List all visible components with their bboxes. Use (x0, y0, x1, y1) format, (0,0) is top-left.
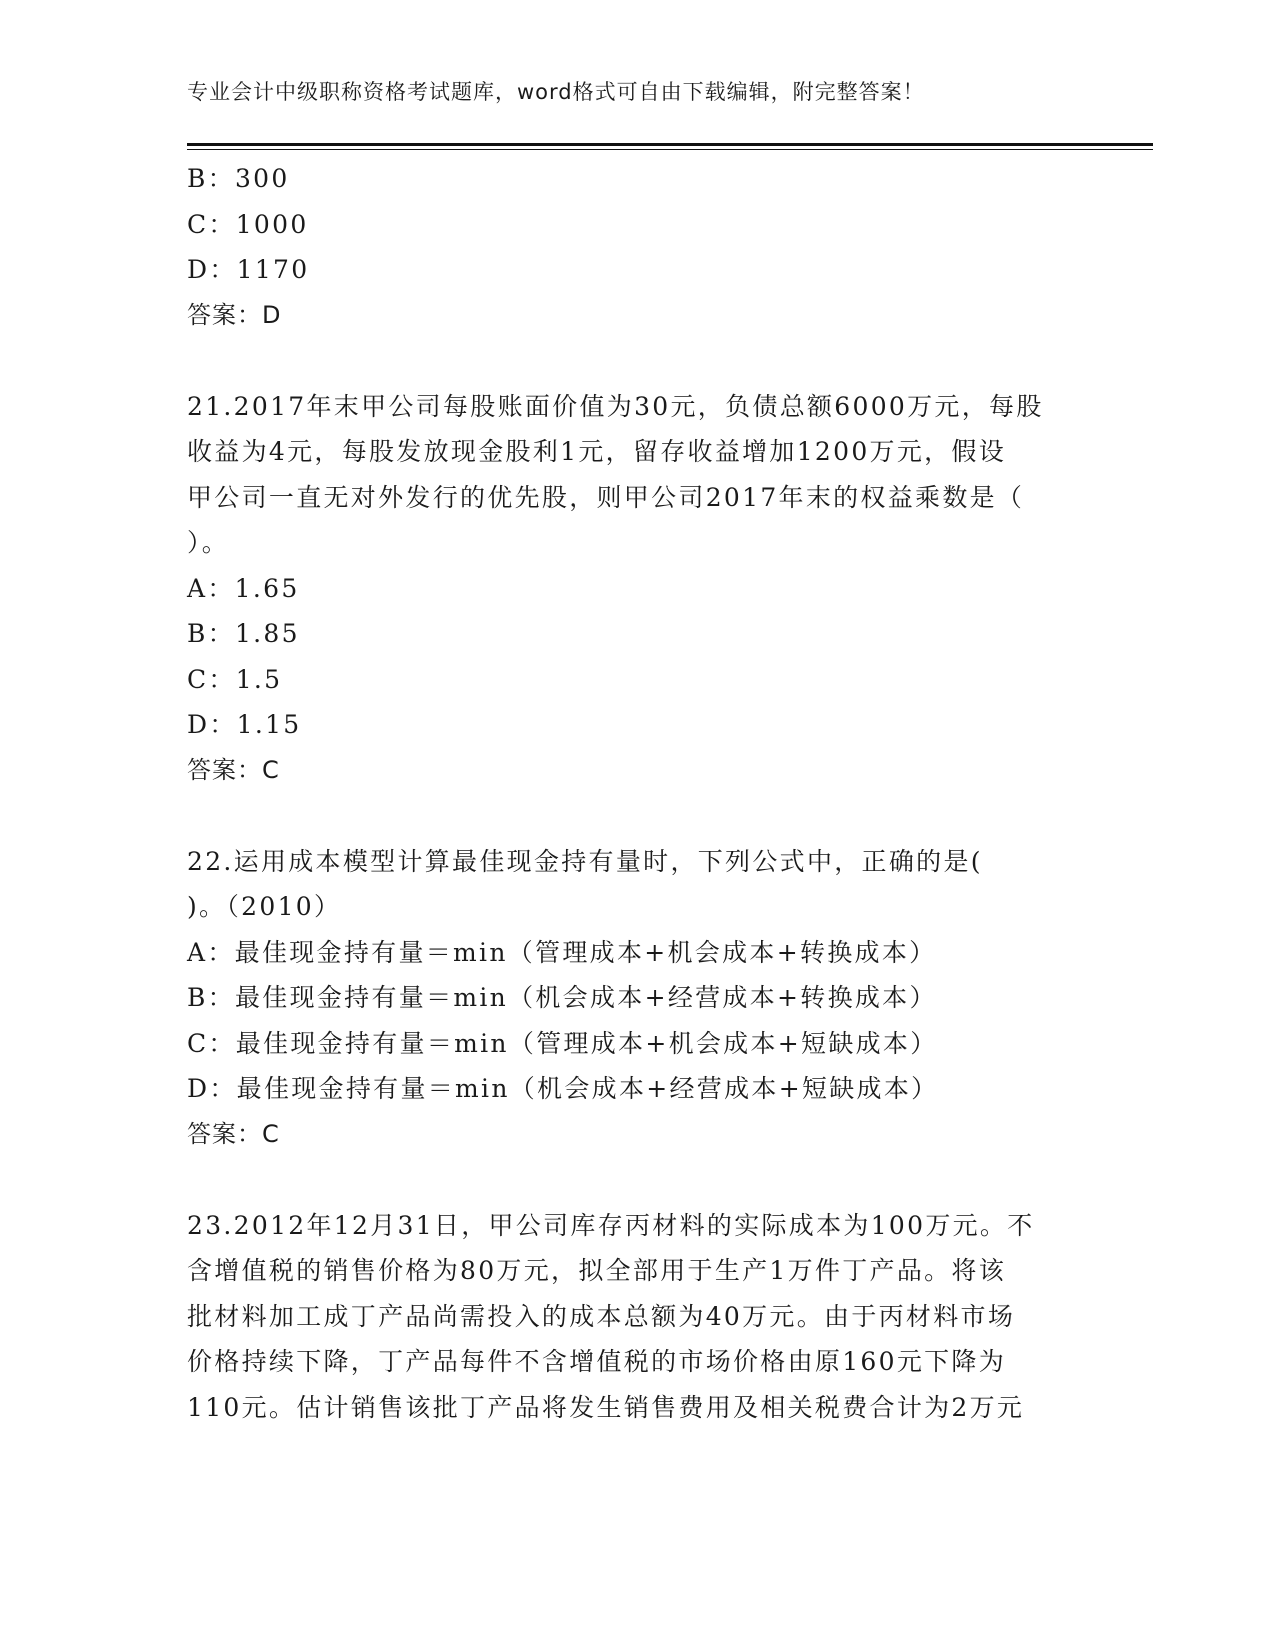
option-b: B：最佳现金持有量＝min（机会成本+经营成本+转换成本） (187, 983, 937, 1012)
question-stem-line: 含增值税的销售价格为80万元，拟全部用于生产1万件丁产品。将该 (187, 1256, 1007, 1285)
option-b: B：1.85 (187, 619, 300, 648)
page-header: 专业会计中级职称资格考试题库，word格式可自由下载编辑，附完整答案！ (187, 80, 925, 104)
question-stem-line: 价格持续下降，丁产品每件不含增值税的市场价格由原160元下降为 (187, 1347, 1007, 1376)
spacer (187, 338, 1087, 384)
option-b: B：300 (187, 164, 290, 193)
answer: 答案：C (187, 1119, 280, 1148)
answer: 答案：C (187, 755, 280, 784)
question-stem-line: 甲公司一直无对外发行的优先股，则甲公司2017年末的权益乘数是（ (187, 482, 1025, 512)
question-23 (187, 1203, 1087, 1431)
answer: 答案：D (187, 300, 282, 329)
question-stem-line: 23.2012年12月31日，甲公司库存丙材料的实际成本为100万元。不 (187, 1210, 1035, 1240)
question-22 (187, 839, 1087, 1158)
question-stem-line: 110元。估计销售该批丁产品将发生销售费用及相关税费合计为2万元 (187, 1392, 1025, 1422)
question-stem-line: 批材料加工成丁产品尚需投入的成本总额为40万元。由于丙材料市场 (187, 1301, 1016, 1331)
header-rule-thin (187, 149, 1153, 150)
option-c: C：1.5 (187, 664, 283, 694)
question-stem-line: )。（2010） (187, 892, 342, 921)
option-a: A：最佳现金持有量＝min（管理成本+机会成本+转换成本） (187, 937, 937, 967)
option-c: C：最佳现金持有量＝min（管理成本+机会成本+短缺成本） (187, 1028, 938, 1058)
question-21 (187, 384, 1087, 794)
question-20-tail (187, 156, 1087, 338)
option-d: D：1.15 (187, 710, 302, 739)
option-d: D：最佳现金持有量＝min（机会成本+经营成本+短缺成本） (187, 1074, 939, 1103)
option-d: D：1170 (187, 255, 310, 284)
option-c: C：1000 (187, 209, 309, 239)
spacer (187, 793, 1087, 839)
question-stem-line: ）。 (187, 528, 230, 557)
question-stem-line: 收益为4元，每股发放现金股利1元，留存收益增加1200万元，假设 (187, 437, 1007, 466)
document-body (187, 156, 1087, 1430)
option-a: A：1.65 (187, 573, 300, 603)
header-rule-thick (187, 143, 1153, 146)
spacer (187, 1157, 1087, 1203)
question-stem-line: 22.运用成本模型计算最佳现金持有量时，下列公式中，正确的是( (187, 846, 983, 876)
question-stem-line: 21.2017年末甲公司每股账面价值为30元，负债总额6000万元，每股 (187, 391, 1044, 421)
